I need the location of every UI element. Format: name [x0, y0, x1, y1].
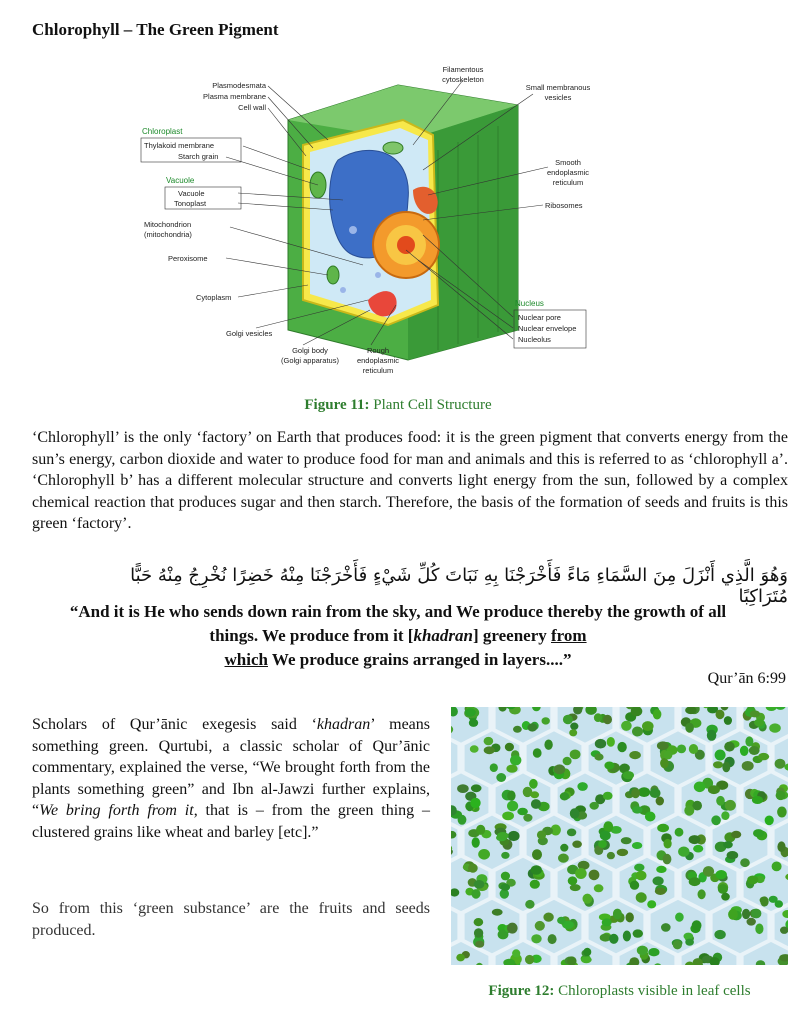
- chloroplast-dot: [458, 815, 467, 825]
- chloroplast-dot: [544, 740, 552, 750]
- chloroplast-dot: [661, 923, 671, 932]
- label-plasmodesmata: Plasmodesmata: [212, 81, 266, 90]
- chloroplast-dot: [531, 934, 541, 943]
- chloroplast-dot: [603, 715, 612, 724]
- chloroplast-dot: [457, 784, 469, 793]
- chloroplast-dot: [603, 792, 613, 800]
- chloroplast-dot: [507, 791, 515, 801]
- chloroplast-dot: [569, 729, 577, 736]
- chloroplast-dot: [525, 955, 534, 964]
- chloroplast-dot: [645, 812, 656, 822]
- label-cell-wall: Cell wall: [238, 103, 266, 112]
- chloroplast-dot: [474, 880, 485, 889]
- chloroplast-dot: [740, 858, 750, 867]
- chloroplast-dot: [507, 923, 518, 934]
- quote-underline-which: which: [224, 650, 268, 669]
- chloroplast-dot: [548, 934, 557, 944]
- chloroplast-dot: [497, 832, 509, 839]
- label-cytoplasm: Cytoplasm: [196, 293, 232, 302]
- chloroplast-dot: [728, 909, 738, 920]
- chloroplast-dot: [567, 829, 576, 837]
- label-smooth-er-1: Smooth: [555, 158, 581, 167]
- chloroplast-dot: [632, 842, 642, 849]
- chloroplast-dot: [724, 742, 735, 752]
- chloroplast-dot: [694, 782, 706, 793]
- chloroplast-dot: [512, 949, 520, 957]
- label-vacuole: Vacuole: [178, 189, 205, 198]
- label-smooth-er-2: endoplasmic: [546, 168, 590, 177]
- chloroplast-dot: [769, 723, 781, 732]
- chloroplast-dot: [568, 876, 578, 885]
- figure-11-caption-text: Plant Cell Structure: [373, 397, 492, 413]
- chloroplast-dot: [740, 746, 749, 756]
- chloroplast-dot: [721, 811, 729, 820]
- page-title: Chlorophyll – The Green Pigment: [32, 20, 279, 39]
- chloroplast-dot: [523, 814, 532, 822]
- chloroplast-dot: [470, 798, 480, 808]
- chloroplast-dot: [621, 721, 632, 731]
- chloroplast-dot: [508, 831, 520, 841]
- chloroplast-dot: [636, 871, 647, 881]
- chloroplast-dot: [747, 876, 758, 885]
- chloroplast-dot: [502, 812, 514, 821]
- leaf-cells-photo: [451, 707, 788, 965]
- label-golgi-vesicles: Golgi vesicles: [226, 329, 273, 338]
- chloroplast-dot: [595, 739, 606, 749]
- chloroplast-dot: [594, 713, 602, 722]
- chloroplast-dot: [758, 753, 769, 760]
- label-golgi-apparatus: (Golgi apparatus): [281, 356, 339, 365]
- chloroplast-dot: [650, 788, 661, 798]
- chloroplast-dot: [626, 912, 634, 922]
- chloroplast-dot: [721, 893, 730, 901]
- chloroplast-dot: [634, 864, 644, 872]
- chloroplast-dot: [747, 918, 756, 926]
- label-nuclear-envelope: Nuclear envelope: [518, 324, 577, 333]
- label-filamentous-2: cytoskeleton: [442, 75, 484, 84]
- chloroplast-dot: [531, 799, 541, 809]
- label-rough-er-2: endoplasmic: [356, 356, 400, 365]
- quote-part-1: “And it is He who sends down rain from the sky, and We produce thereby the growth of all things. We produce from it [: [69, 602, 727, 645]
- chloroplast-dot: [598, 840, 607, 848]
- chloroplast-dot: [742, 761, 754, 771]
- chloroplast-dot: [718, 884, 728, 894]
- label-nucleolus: Nucleolus: [518, 335, 551, 344]
- chloroplast-dot: [689, 835, 701, 844]
- chloroplast-dot: [655, 888, 666, 895]
- chloroplast-dot: [465, 708, 476, 716]
- verse-translation: [60, 600, 736, 672]
- label-tonoplast: Tonoplast: [174, 199, 207, 208]
- chloroplast-dot: [775, 900, 783, 907]
- chloroplast-dot: [577, 782, 587, 791]
- chloroplast-dot: [716, 710, 725, 720]
- chloroplast-dot: [469, 719, 478, 727]
- chloroplast-dot: [715, 750, 726, 761]
- paragraph2-italic-2: We bring forth from it: [39, 802, 194, 819]
- chloroplast-dot: [653, 876, 664, 885]
- chloroplast-dot: [629, 751, 641, 759]
- chloroplast-dot: [647, 900, 656, 908]
- chloroplast-dot: [633, 929, 643, 937]
- paragraph2-a: Scholars of Qur’ānic exegesis said ‘: [32, 716, 317, 733]
- chloroplast-dot: [755, 924, 763, 935]
- chloroplast-dot: [657, 741, 669, 750]
- chloroplast-dot: [583, 894, 593, 904]
- chloroplast-dot: [749, 746, 760, 755]
- chloroplast-dot: [703, 866, 714, 877]
- chloroplast-dot: [594, 753, 603, 760]
- chloroplast-dot: [623, 771, 634, 779]
- chloroplast-dot: [468, 864, 478, 873]
- label-plasma-membrane: Plasma membrane: [203, 92, 266, 101]
- chloroplast-dot: [575, 868, 587, 879]
- chloroplast-dot: [657, 824, 669, 832]
- chloroplast-dot: [675, 913, 684, 922]
- chloroplast-dot: [537, 831, 546, 840]
- chloroplast-dot: [752, 796, 763, 804]
- chloroplast-dot: [638, 787, 650, 797]
- chloroplast-dot: [609, 934, 618, 944]
- chloroplast-dot: [525, 900, 534, 909]
- chloroplast-dot: [496, 773, 506, 782]
- chloroplast-dot: [506, 765, 517, 773]
- chloroplast-dot: [530, 791, 539, 798]
- chloroplast-dot: [501, 872, 510, 881]
- chloroplast-dot: [600, 831, 611, 841]
- figure-11-caption-label: Figure 11:: [304, 397, 370, 413]
- chloroplast-dot: [490, 763, 498, 772]
- chloroplast-dot: [713, 761, 723, 768]
- chloroplast-dot: [777, 841, 785, 852]
- chloroplast-dot: [653, 709, 662, 719]
- chloroplast-dot: [570, 750, 581, 760]
- chloroplast-dot: [557, 917, 565, 924]
- paragraph2-b: ’ means something green. Qurtubi, a classic scholar of Qur’ānic commentary, explained the verse, “We brought forth from the plants something green” and Ibn al-Jawzi further explains, “: [32, 716, 431, 819]
- chloroplast-dot: [572, 841, 582, 848]
- chloroplast-dot: [478, 849, 490, 860]
- chloroplast-dot: [613, 909, 622, 920]
- chloroplast-dot: [723, 841, 733, 848]
- chloroplast-dot: [631, 788, 640, 798]
- chloroplast-dot: [663, 854, 672, 865]
- quote-italic-khadran: khadran: [413, 626, 473, 645]
- chloroplast-dot: [684, 805, 694, 815]
- chloroplast-dot: [560, 792, 569, 800]
- chloroplast-dot: [470, 745, 479, 752]
- chloroplast-dot: [689, 877, 701, 886]
- chloroplast-dot: [484, 746, 495, 754]
- chloroplast-dot: [563, 715, 573, 724]
- chloroplast-dot: [476, 825, 485, 835]
- paragraph2-c: , that is – from the green thing – clustered grains like wheat and barley [etc].”: [32, 802, 431, 841]
- chloroplast-dot: [775, 759, 786, 769]
- chloroplast-dot: [716, 796, 725, 806]
- chloroplast-dot: [581, 956, 592, 963]
- label-rough-er-1: Rough: [366, 346, 390, 355]
- figure-12-caption: [451, 983, 788, 1000]
- chloroplast-dot: [698, 889, 706, 899]
- chloroplast-dot: [673, 940, 682, 949]
- label-small-vesicles-2: vesicles: [544, 93, 572, 102]
- paragraph2-italic-1: khadran: [316, 716, 371, 733]
- chloroplast-dot: [751, 909, 761, 919]
- chloroplast-dot: [475, 941, 484, 948]
- chloroplast-dot: [750, 710, 760, 717]
- chloroplast-dot: [535, 921, 545, 931]
- chloroplast-dot: [685, 939, 694, 946]
- chloroplast-dot: [656, 866, 666, 873]
- chloroplast-dot: [505, 743, 514, 752]
- chloroplast-dot: [623, 931, 631, 942]
- chloroplast-dot: [632, 806, 642, 813]
- chloroplast-dot: [602, 918, 612, 926]
- label-nucleus-group: Nucleus: [515, 299, 544, 308]
- figure-12-caption-label: Figure 12:: [488, 983, 555, 999]
- label-golgi-body: Golgi body: [292, 346, 328, 355]
- chloroplast-dot: [570, 723, 578, 730]
- chloroplast-dot: [731, 831, 741, 839]
- label-filamentous-1: Filamentous: [442, 65, 484, 74]
- chloroplast-dot: [570, 884, 581, 891]
- label-peroxisome: Peroxisome: [168, 254, 208, 263]
- chloroplast-dot: [594, 884, 604, 892]
- chloroplast-dot: [531, 865, 542, 875]
- chloroplast-dot: [753, 829, 764, 837]
- chloroplast-dot: [604, 762, 614, 770]
- chloroplast-dot: [675, 828, 684, 837]
- figure-12-caption-text: Chloroplasts visible in leaf cells: [558, 983, 751, 999]
- chloroplast-dot: [501, 884, 511, 891]
- label-chloroplast: Chloroplast: [142, 127, 183, 136]
- figure-11-caption: [0, 397, 796, 414]
- chloroplast-dot: [607, 852, 615, 859]
- label-ribosomes: Ribosomes: [545, 201, 583, 210]
- chloroplast-dot: [677, 745, 686, 754]
- chloroplast-dot: [725, 800, 736, 811]
- chloroplast-dot: [692, 920, 702, 930]
- chloroplast-dot: [474, 928, 483, 937]
- chloroplast-dot: [527, 723, 537, 731]
- chloroplast-dot: [632, 727, 643, 737]
- chloroplast-dot: [558, 854, 569, 863]
- chloroplast-dot: [617, 849, 628, 856]
- chloroplast-dot: [484, 737, 494, 745]
- chloroplast-dot: [678, 847, 689, 857]
- label-mitochondria: (mitochondria): [144, 230, 192, 239]
- chloroplast-dot: [560, 844, 568, 852]
- chloroplast-dot: [689, 744, 698, 754]
- chloroplast-dot: [708, 785, 720, 794]
- chloroplast-dot: [716, 870, 727, 879]
- chloroplast-dot: [607, 737, 615, 747]
- chloroplast-dot: [617, 742, 626, 752]
- label-rough-er-3: reticulum: [362, 366, 394, 375]
- chloroplast-dot: [693, 845, 703, 853]
- paragraph-scholars: [32, 714, 430, 843]
- chloroplast-dot: [637, 946, 648, 956]
- label-thylakoid-membrane: Thylakoid membrane: [144, 141, 215, 150]
- chloroplast-dot: [529, 779, 538, 789]
- label-starch-grain: Starch grain: [178, 152, 219, 161]
- chloroplast-dot: [471, 889, 480, 899]
- chloroplast-dot: [501, 852, 509, 859]
- chloroplast-dot: [563, 757, 572, 766]
- chloroplast-dot: [570, 808, 580, 819]
- chloroplast-dot: [660, 758, 669, 768]
- chloroplast-dot: [636, 892, 647, 902]
- label-smooth-er-3: reticulum: [552, 178, 584, 187]
- quote-part-2: ] greenery: [472, 626, 552, 645]
- chloroplast-dot: [471, 784, 482, 792]
- chloroplast-dot: [589, 870, 600, 881]
- chloroplast-dot: [630, 881, 639, 890]
- chloroplast-dot: [754, 719, 764, 727]
- plant-cell-diagram: [138, 60, 598, 390]
- chloroplast-dot: [532, 849, 542, 860]
- chloroplast-dot: [776, 791, 786, 800]
- paragraph-chlorophyll: ‘Chlorophyll’ is the only ‘factory’ on Earth that produces food: it is the green pigment that converts energy from the sun’s energy, carbon dioxide and water to produce food for man and animals and this is referred to as ‘chlorophyll a’. ‘Chlorophyll b’ has a different molecular structure and converts light energy from the sun, followed by a complex chemical reaction that produces sugar and then starch. Therefore, the basis of the formation of seeds and fruits is this green ‘factory’.: [32, 429, 788, 532]
- chloroplast-dot: [727, 851, 739, 859]
- arabic-verse: وَهُوَ الَّذِي أَنْزَلَ مِنَ السَّمَاءِ مَاءً فَأَخْرَجْنَا بِهِ نَبَاتَ كُلِّ شَيْءٍ فَأَخْرَجْنَا مِنْهُ خَضِرًا نُخْرِجُ مِنْهُ حَبًّا مُتَرَاكِبًا: [130, 565, 788, 607]
- chloroplast-dot: [507, 801, 518, 812]
- quran-reference: Qur’ān 6:99: [707, 670, 786, 687]
- chloroplast-dot: [648, 948, 659, 956]
- label-small-vesicles-1: Small membranous: [525, 83, 591, 92]
- chloroplast-dot: [714, 930, 725, 939]
- chloroplast-dot: [711, 815, 721, 825]
- chloroplast-dot: [583, 948, 591, 957]
- chloroplast-dot: [456, 954, 465, 962]
- quote-underline-from: from: [551, 626, 587, 645]
- chloroplast-dot: [656, 797, 664, 806]
- chloroplast-dot: [772, 862, 782, 872]
- chloroplast-dot: [472, 837, 480, 848]
- chloroplast-dot: [722, 762, 730, 773]
- chloroplast-dot: [590, 802, 599, 810]
- chloroplast-dot: [474, 918, 484, 926]
- chloroplast-dot: [542, 717, 550, 724]
- chloroplast-dot: [554, 764, 566, 774]
- chloroplast-dot: [664, 751, 673, 760]
- chloroplast-dot: [742, 909, 750, 919]
- chloroplast-dot: [760, 897, 769, 904]
- label-mitochondrion: Mitochondrion: [144, 220, 192, 229]
- chloroplast-dot: [492, 909, 503, 916]
- paragraph-green-substance: So from this ‘green substance’ are the fruits and seeds produced.: [32, 900, 430, 939]
- chloroplast-dot: [664, 839, 672, 849]
- chloroplast-dot: [533, 748, 542, 758]
- chloroplast-dot: [724, 716, 732, 725]
- chloroplast-dot: [707, 730, 717, 741]
- chloroplast-dot: [530, 880, 540, 889]
- label-vacuole-group: Vacuole: [166, 176, 195, 185]
- chloroplast-dot: [642, 721, 654, 731]
- chloroplast-dot: [513, 726, 522, 733]
- label-nuclear-pore: Nuclear pore: [518, 313, 561, 322]
- chloroplast-dot: [510, 755, 521, 765]
- chloroplast-dot: [621, 837, 632, 844]
- chloroplast-dot: [745, 736, 753, 746]
- chloroplast-dot: [765, 816, 774, 826]
- chloroplast-dot: [777, 807, 787, 818]
- quote-part-3: We produce grains arranged in layers....”: [267, 650, 572, 669]
- chloroplast-dot: [543, 913, 553, 922]
- chloroplast-dot: [685, 723, 694, 733]
